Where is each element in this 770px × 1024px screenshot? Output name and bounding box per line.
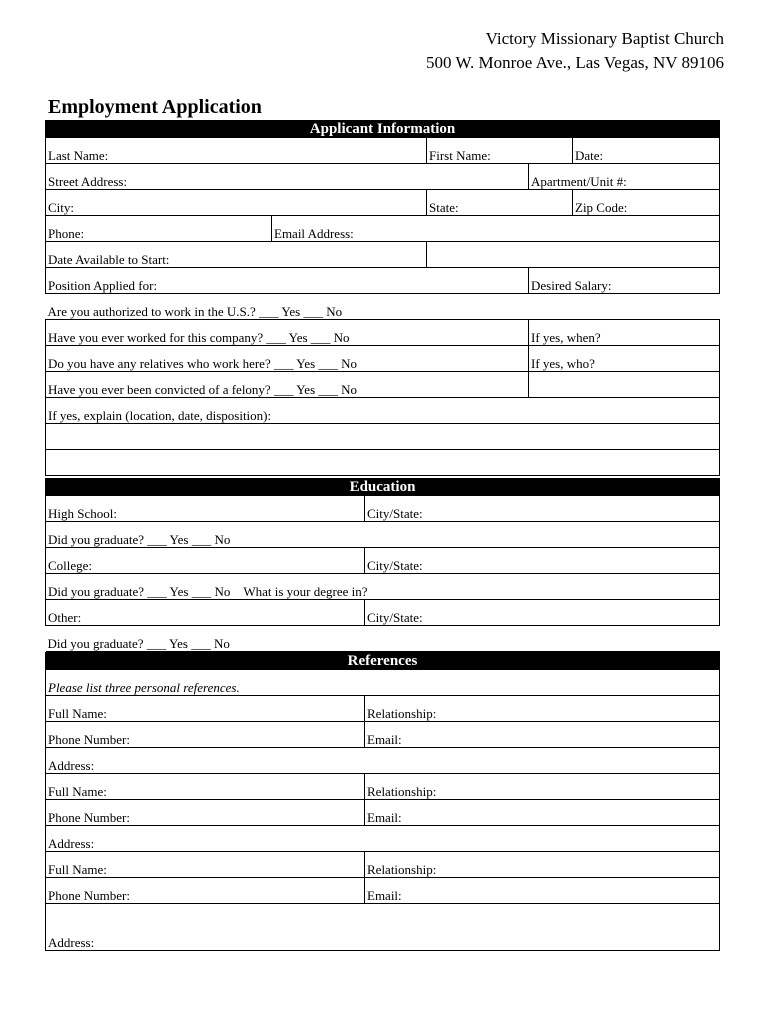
apartment-unit-field[interactable]: Apartment/Unit #:: [529, 164, 720, 190]
degree-label: What is your degree in?: [243, 584, 368, 599]
felony-answer-box[interactable]: [529, 372, 720, 398]
worked-here-question[interactable]: Have you ever worked for this company? ___ Yes ___ No: [46, 320, 529, 346]
college-field[interactable]: College:: [46, 548, 365, 574]
organization-address: 500 W. Monroe Ave., Las Vegas, NV 89106: [426, 53, 724, 72]
position-applied-field[interactable]: Position Applied for:: [46, 268, 529, 294]
desired-salary-field[interactable]: Desired Salary:: [529, 268, 720, 294]
section-header-education: Education: [46, 479, 720, 496]
college-graduate-label: Did you graduate? ___ Yes ___ No: [48, 584, 231, 599]
reference-3-address-field[interactable]: Address:: [46, 904, 720, 951]
email-address-field[interactable]: Email Address:: [272, 216, 720, 242]
if-yes-when-field[interactable]: If yes, when?: [529, 320, 720, 346]
reference-2-full-name-field[interactable]: Full Name:: [46, 774, 365, 800]
other-city-state-field[interactable]: City/State:: [365, 600, 720, 626]
city-field[interactable]: City:: [46, 190, 427, 216]
other-school-field[interactable]: Other:: [46, 600, 365, 626]
phone-field[interactable]: Phone:: [46, 216, 272, 242]
felony-question[interactable]: Have you ever been convicted of a felony? ___ Yes ___ No: [46, 372, 529, 398]
section-header-references: References: [46, 653, 720, 670]
first-name-field[interactable]: First Name:: [427, 138, 573, 164]
reference-1-email-field[interactable]: Email:: [365, 722, 720, 748]
date-available-field[interactable]: Date Available to Start:: [46, 242, 427, 268]
other-graduate-question[interactable]: Did you graduate? ___ Yes ___ No: [46, 626, 720, 652]
high-school-graduate-question[interactable]: Did you graduate? ___ Yes ___ No: [46, 522, 720, 548]
reference-1-phone-field[interactable]: Phone Number:: [46, 722, 365, 748]
applicant-information-table: [45, 120, 720, 476]
street-address-field[interactable]: Street Address:: [46, 164, 529, 190]
date-available-value[interactable]: [427, 242, 720, 268]
college-city-state-field[interactable]: City/State:: [365, 548, 720, 574]
relatives-question[interactable]: Do you have any relatives who work here? ___ Yes ___ No: [46, 346, 529, 372]
reference-1-relationship-field[interactable]: Relationship:: [365, 696, 720, 722]
explanation-line-1[interactable]: [46, 424, 720, 450]
if-yes-who-field[interactable]: If yes, who?: [529, 346, 720, 372]
references-table: [45, 652, 720, 951]
high-school-field[interactable]: High School:: [46, 496, 365, 522]
form-title: Employment Application: [48, 96, 262, 118]
section-header-applicant-information: Applicant Information: [46, 121, 720, 138]
last-name-field[interactable]: Last Name:: [46, 138, 427, 164]
reference-3-full-name-field[interactable]: Full Name:: [46, 852, 365, 878]
reference-2-email-field[interactable]: Email:: [365, 800, 720, 826]
reference-2-phone-field[interactable]: Phone Number:: [46, 800, 365, 826]
reference-3-email-field[interactable]: Email:: [365, 878, 720, 904]
high-school-city-state-field[interactable]: City/State:: [365, 496, 720, 522]
reference-3-relationship-field[interactable]: Relationship:: [365, 852, 720, 878]
education-table: [45, 478, 720, 652]
work-authorization-question[interactable]: Are you authorized to work in the U.S.? ___ Yes ___ No: [46, 294, 720, 320]
state-field[interactable]: State:: [427, 190, 573, 216]
felony-explanation-label[interactable]: If yes, explain (location, date, disposition):: [46, 398, 720, 424]
date-field[interactable]: Date:: [573, 138, 720, 164]
zip-code-field[interactable]: Zip Code:: [573, 190, 720, 216]
reference-1-full-name-field[interactable]: Full Name:: [46, 696, 365, 722]
references-instructions: Please list three personal references.: [46, 670, 720, 696]
reference-3-phone-field[interactable]: Phone Number:: [46, 878, 365, 904]
reference-2-relationship-field[interactable]: Relationship:: [365, 774, 720, 800]
reference-1-address-field[interactable]: Address:: [46, 748, 720, 774]
reference-2-address-field[interactable]: Address:: [46, 826, 720, 852]
college-graduate-question[interactable]: [46, 574, 720, 600]
explanation-line-2[interactable]: [46, 450, 720, 476]
organization-name: Victory Missionary Baptist Church: [485, 29, 724, 48]
